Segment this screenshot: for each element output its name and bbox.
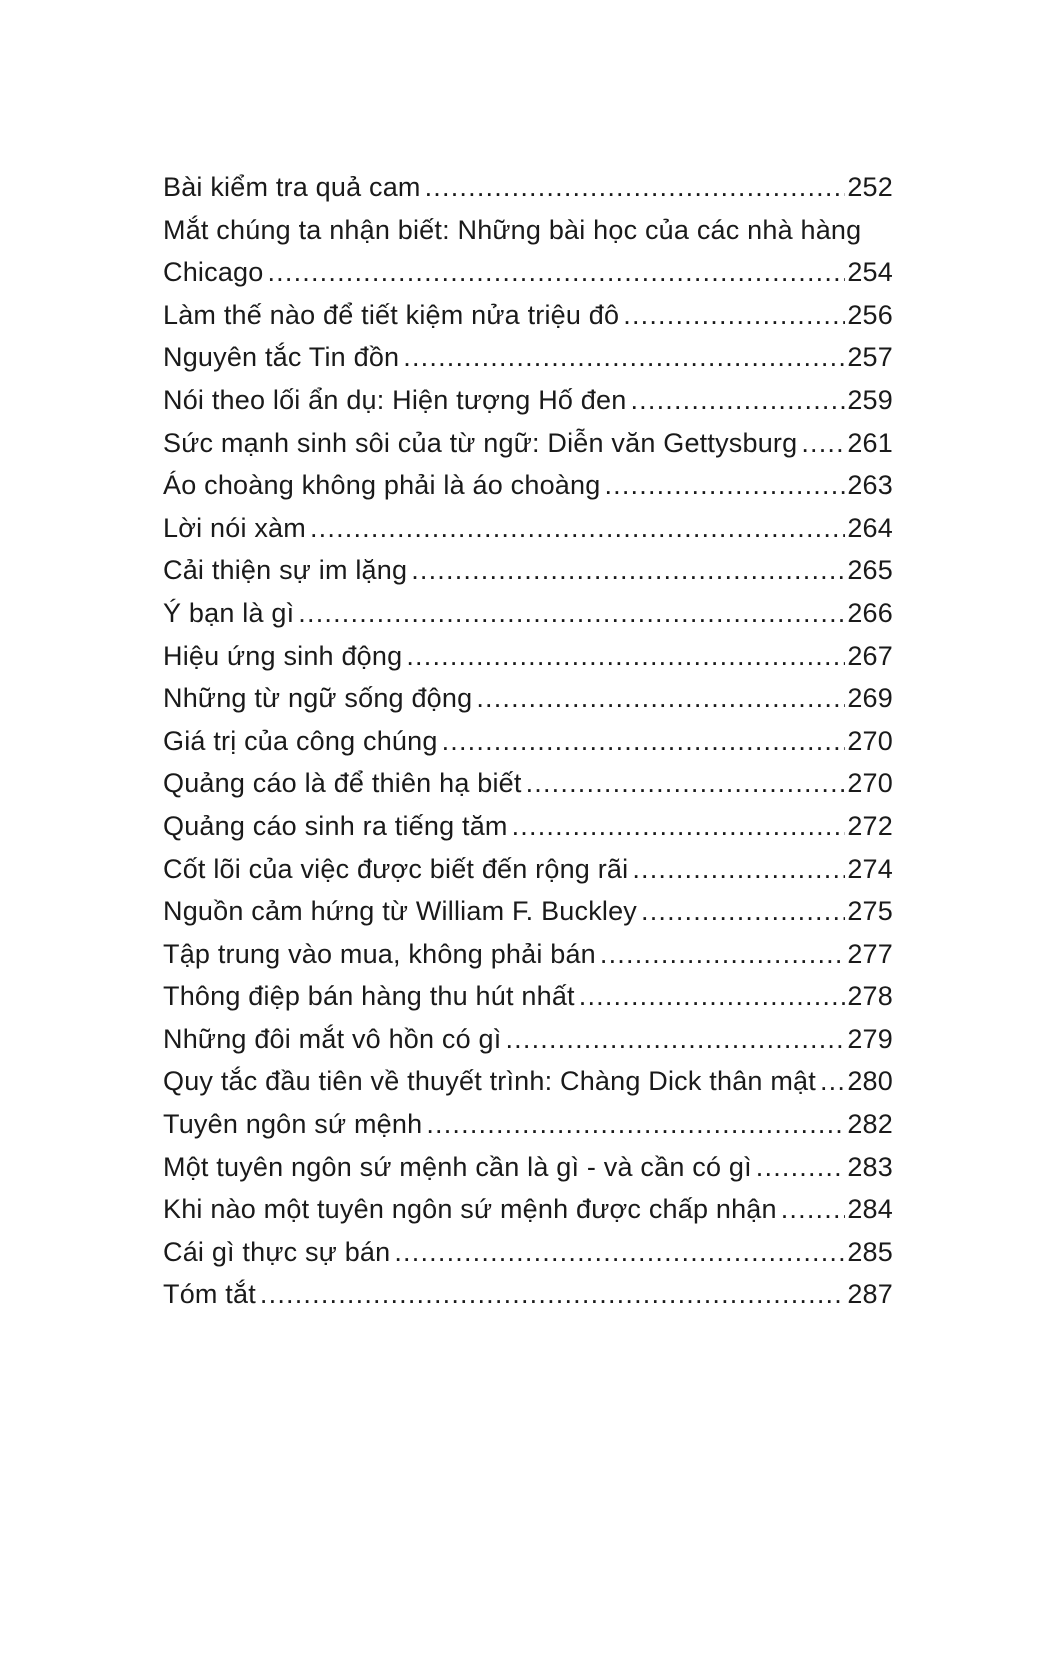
dot-leader xyxy=(426,1103,845,1146)
toc-entry-title: Áo choàng không phải là áo choàng xyxy=(163,470,601,501)
toc-entry-page: 267 xyxy=(847,640,893,671)
toc-entry-page: 274 xyxy=(847,853,893,884)
dot-leader xyxy=(801,422,845,465)
toc-entry-page: 252 xyxy=(847,172,893,202)
dot-leader xyxy=(394,1231,845,1274)
toc-entry-page: 287 xyxy=(847,1279,893,1310)
dot-leader xyxy=(298,592,845,635)
dot-leader xyxy=(476,677,845,720)
toc-entry[interactable] xyxy=(163,1231,893,1274)
toc-entry[interactable] xyxy=(163,677,893,720)
toc-entry-title: Hiệu ứng sinh động xyxy=(163,640,403,671)
toc-entry[interactable] xyxy=(163,209,893,294)
toc-entry[interactable] xyxy=(163,422,893,465)
dot-leader xyxy=(411,549,845,592)
toc-entry-title: Lời nói xàm xyxy=(163,512,306,543)
dot-leader xyxy=(623,294,845,337)
toc-entry[interactable] xyxy=(163,720,893,763)
toc-entry[interactable] xyxy=(163,975,893,1018)
dot-leader xyxy=(505,1018,845,1061)
dot-leader xyxy=(310,507,845,550)
toc-entry-page: 263 xyxy=(847,470,893,501)
toc-entry[interactable] xyxy=(163,933,893,976)
toc-entry[interactable] xyxy=(163,805,893,848)
toc-entry-title: Sức mạnh sinh sôi của từ ngữ: Diễn văn Gettysburg xyxy=(163,427,798,458)
toc-entry-title: Nguyên tắc Tin đồn xyxy=(163,342,400,373)
toc-entry-page: 266 xyxy=(847,597,893,628)
toc-entry-title: Bài kiểm tra quả cam xyxy=(163,172,421,202)
toc-entry[interactable] xyxy=(163,294,893,337)
toc-entry[interactable] xyxy=(163,379,893,422)
toc-entry-title: Làm thế nào để tiết kiệm nửa triệu đô xyxy=(163,299,620,330)
dot-leader xyxy=(267,251,845,294)
toc-entry-title: Quy tắc đầu tiên về thuyết trình: Chàng Dick thân mật xyxy=(163,1066,816,1097)
toc-entry[interactable] xyxy=(163,890,893,933)
dot-leader xyxy=(260,1273,845,1316)
toc-entry-page: 269 xyxy=(847,683,893,714)
toc-entry-page: 254 xyxy=(847,257,893,288)
toc-entry-title: Thông điệp bán hàng thu hút nhất xyxy=(163,981,575,1012)
toc-entry-title: Cải thiện sự im lặng xyxy=(163,555,408,586)
toc-entry-page: 284 xyxy=(847,1194,893,1225)
dot-leader xyxy=(756,1146,846,1189)
dot-leader xyxy=(442,720,846,763)
toc-entry-title: Chicago xyxy=(163,257,264,288)
toc-entry-title: Cái gì thực sự bán xyxy=(163,1236,391,1267)
toc-entry[interactable] xyxy=(163,1146,893,1189)
toc-entry-title: Quảng cáo là để thiên hạ biết xyxy=(163,768,522,799)
toc-entry[interactable] xyxy=(163,1188,893,1231)
toc-entry-title: Ý bạn là gì xyxy=(163,597,295,628)
toc-entry-page: 283 xyxy=(847,1151,893,1182)
toc-entry-page: 277 xyxy=(847,938,893,969)
dot-leader xyxy=(632,848,845,891)
dot-leader xyxy=(403,336,845,379)
dot-leader xyxy=(512,805,846,848)
toc-entry[interactable] xyxy=(163,762,893,805)
toc-entry-page: 265 xyxy=(847,555,893,586)
toc-entry[interactable] xyxy=(163,336,893,379)
toc-entry[interactable] xyxy=(163,848,893,891)
toc-entry-page: 270 xyxy=(847,725,893,756)
toc-entry-title: Khi nào một tuyên ngôn sứ mệnh được chấp nhận xyxy=(163,1194,777,1225)
toc-entry-page: 278 xyxy=(847,981,893,1012)
toc-entry-title: Nói theo lối ẩn dụ: Hiện tượng Hố đen xyxy=(163,384,627,415)
dot-leader xyxy=(600,933,845,976)
dot-leader xyxy=(604,464,845,507)
toc-entry[interactable] xyxy=(163,1103,893,1146)
toc-entry-page: 264 xyxy=(847,512,893,543)
toc-entry-page: 279 xyxy=(847,1023,893,1054)
table-of-contents xyxy=(163,166,893,1316)
toc-entry-page: 285 xyxy=(847,1236,893,1267)
toc-entry-title-line1: Mắt chúng ta nhận biết: Những bài học của các nhà hàng xyxy=(163,214,862,245)
dot-leader xyxy=(781,1188,846,1231)
toc-entry-page: 257 xyxy=(847,342,893,373)
toc-entry-title: Những đôi mắt vô hồn có gì xyxy=(163,1023,502,1054)
toc-entry-page: 280 xyxy=(847,1066,893,1097)
toc-entry-title: Quảng cáo sinh ra tiếng tăm xyxy=(163,810,508,841)
toc-entry-title: Nguồn cảm hứng từ William F. Buckley xyxy=(163,896,638,927)
toc-entry-title: Tuyên ngôn sứ mệnh xyxy=(163,1109,423,1140)
toc-entry-page: 272 xyxy=(847,810,893,841)
toc-entry[interactable] xyxy=(163,1273,893,1316)
dot-leader xyxy=(425,166,846,209)
toc-entry[interactable] xyxy=(163,635,893,678)
dot-leader xyxy=(406,635,845,678)
toc-entry[interactable] xyxy=(163,464,893,507)
toc-entry-title: Một tuyên ngôn sứ mệnh cần là gì - và cần có gì xyxy=(163,1151,752,1182)
toc-entry[interactable] xyxy=(163,507,893,550)
toc-entry-page: 256 xyxy=(847,299,893,330)
toc-entry[interactable] xyxy=(163,166,893,209)
toc-entry-page: 259 xyxy=(847,384,893,415)
dot-leader xyxy=(630,379,845,422)
dot-leader xyxy=(579,975,846,1018)
toc-entry[interactable] xyxy=(163,592,893,635)
toc-entry[interactable] xyxy=(163,1060,893,1103)
dot-leader xyxy=(526,762,846,805)
toc-entry-page: 261 xyxy=(847,427,893,458)
toc-entry-title: Tập trung vào mua, không phải bán xyxy=(163,938,596,969)
toc-entry[interactable] xyxy=(163,549,893,592)
toc-entry-title: Những từ ngữ sống động xyxy=(163,683,473,714)
dot-leader xyxy=(820,1060,845,1103)
toc-entry[interactable] xyxy=(163,1018,893,1061)
toc-entry-page: 270 xyxy=(847,768,893,799)
toc-entry-title: Tóm tắt xyxy=(163,1279,256,1310)
toc-entry-page: 282 xyxy=(847,1109,893,1140)
dot-leader xyxy=(641,890,845,933)
toc-entry-title: Giá trị của công chúng xyxy=(163,725,438,756)
toc-entry-page: 275 xyxy=(847,896,893,927)
toc-entry-title: Cốt lõi của việc được biết đến rộng rãi xyxy=(163,853,629,884)
